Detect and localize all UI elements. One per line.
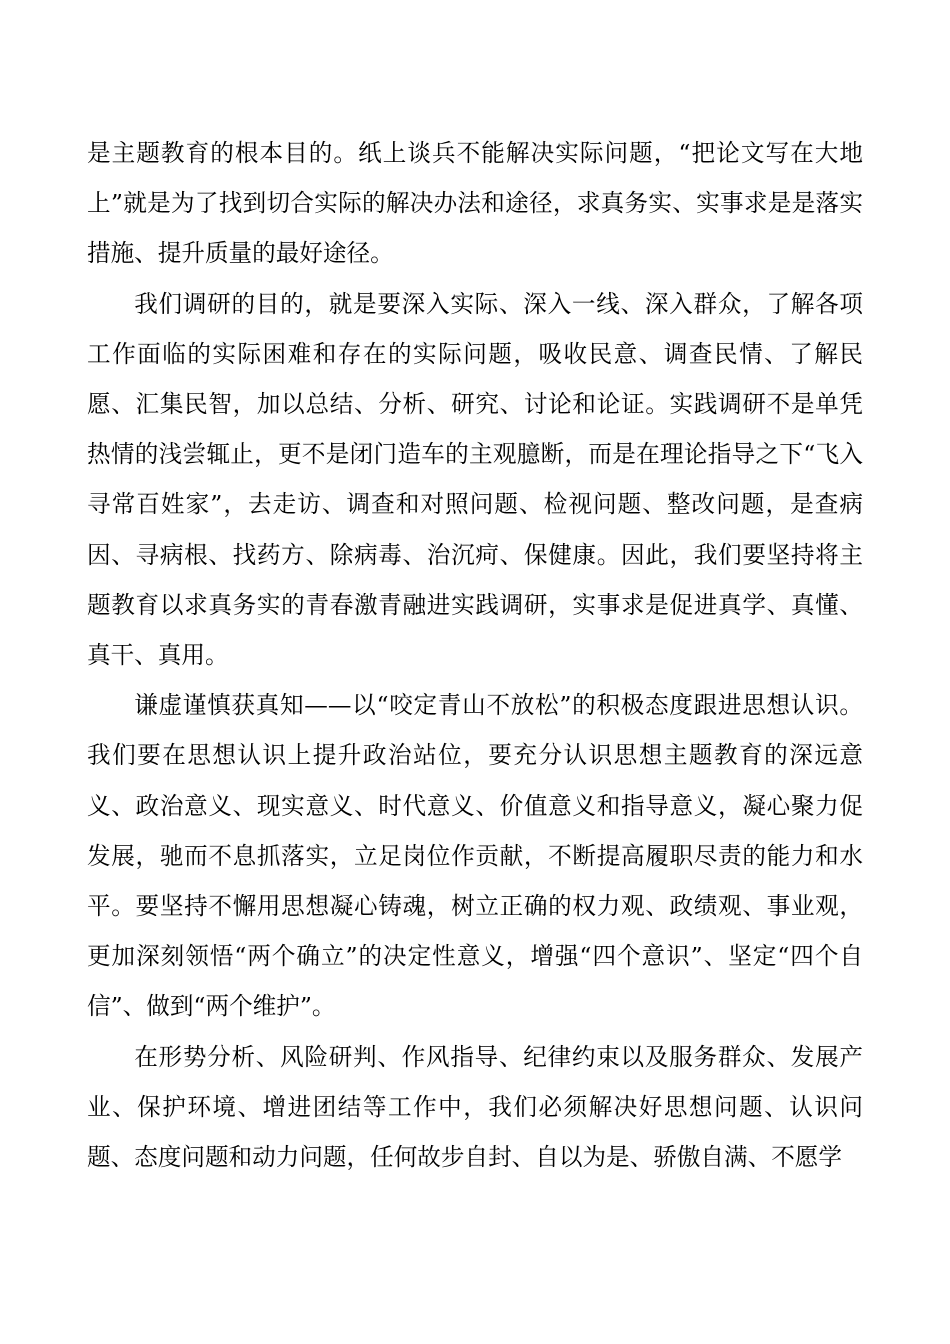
document-page <box>87 128 863 1182</box>
paragraph-1: 是主题教育的根本目的。纸上谈兵不能解决实际问题，“把论文写在大地上”就是为了找到切合实际的解决办法和途径，求真务实、实事求是是落实措施、提升质量的最好途径。 <box>87 139 863 268</box>
paragraph-2: 我们调研的目的，就是要深入实际、深入一线、深入群众，了解各项工作面临的实际困难和存在的实际问题，吸收民意、调查民情、了解民愿、汇集民智，加以总结、分析、研究、讨论和论证。实践调研不是单凭热情的浅尝辄止，更不是闭门造车的主观臆断，而是在理论指导之下“飞入寻常百姓家”，去走访、调查和对照问题、检视问题、整改问题，是查病因、寻病根、找药方、除病毒、治沉疴、保健康。因此，我们要坚持将主题教育以求真务实的青春激青融进实践调研，实事求是促进真学、真懂、真干、真用。 <box>87 289 863 670</box>
paragraph-3: 谦虚谨慎获真知——以“咬定青山不放松”的积极态度跟进思想认识。我们要在思想认识上提升政治站位，要充分认识思想主题教育的深远意义、政治意义、现实意义、时代意义、价值意义和指导意义，凝心聚力促发展，驰而不息抓落实，立足岗位作贡献，不断提高履职尽责的能力和水平。要坚持不懈用思想凝心铸魂，树立正确的权力观、政绩观、事业观，更加深刻领悟“两个确立”的决定性意义，增强“四个意识”、坚定“四个自信”、做到“两个维护”。 <box>87 691 863 1021</box>
paragraph-4: 在形势分析、风险研判、作风指导、纪律约束以及服务群众、发展产业、保护环境、增进团结等工作中，我们必须解决好思想问题、认识问题、态度问题和动力问题，任何故步自封、自以为是、骄傲自满、不愿学 <box>87 1042 863 1172</box>
